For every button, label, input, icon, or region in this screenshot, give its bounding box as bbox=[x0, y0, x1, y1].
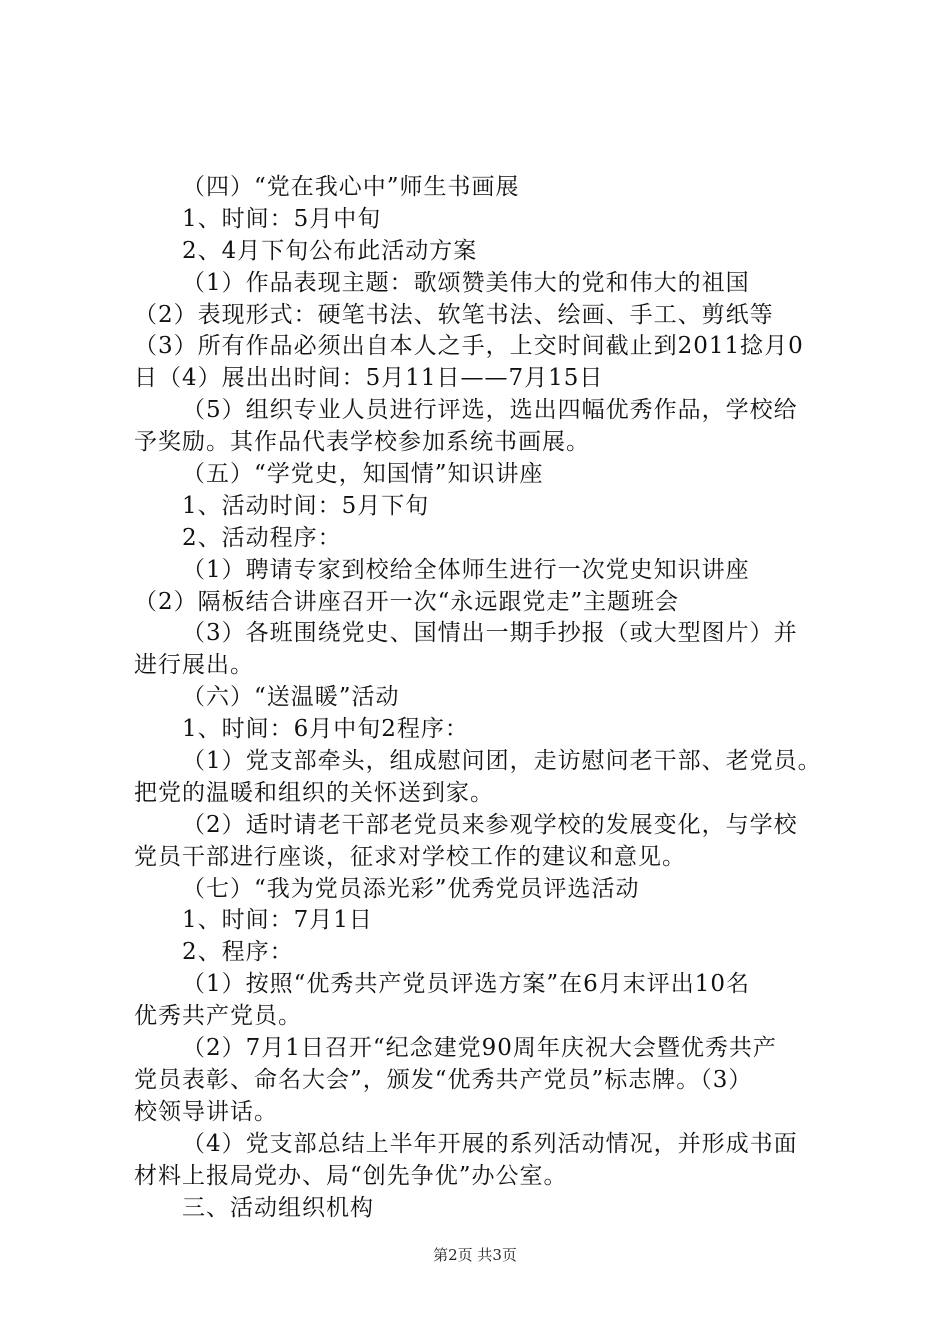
text-line: 2、活动程序： bbox=[182, 524, 342, 551]
text-line: 党员表彰、命名大会”，颁发“优秀共产党员”标志牌。（3） bbox=[134, 1066, 753, 1093]
text-line: （3）所有作品必须出自本人之手，上交时间截止到2011捻月0 bbox=[134, 333, 804, 360]
text-line: （1）聘请专家到校给全体师生进行一次党史知识讲座 bbox=[182, 556, 750, 583]
text-line: （2）7月1日召开“纪念建党90周年庆祝大会暨优秀共产 bbox=[182, 1035, 777, 1062]
text-line: 进行展出。 bbox=[134, 652, 254, 679]
text-line: （1）作品表现主题：歌颂赞美伟大的党和伟大的祖国 bbox=[182, 269, 750, 296]
text-line: 日（4）展出出时间：5月11日——7月15日 bbox=[134, 365, 604, 392]
text-line: （七）“我为党员添光彩”优秀党员评选活动 bbox=[182, 875, 640, 902]
text-line: （1）按照“优秀共产党员评选方案”在6月末评出10名 bbox=[182, 971, 751, 998]
text-line: （3）各班围绕党史、国情出一期手抄报（或大型图片）并 bbox=[182, 620, 798, 647]
text-line: 优秀共产党员。 bbox=[134, 1003, 302, 1030]
text-line: 校领导讲话。 bbox=[134, 1098, 278, 1125]
text-line: （四）“党在我心中”师生书画展 bbox=[182, 174, 520, 200]
text-line: （4）党支部总结上半年开展的系列活动情况，并形成书面 bbox=[182, 1130, 798, 1157]
text-line: （六）“送温暖”活动 bbox=[182, 684, 400, 711]
text-line: 2、程序： bbox=[182, 939, 294, 966]
text-line: 三、活动组织机构 bbox=[182, 1194, 374, 1221]
text-line: 1、时间：6月中旬2程序： bbox=[182, 716, 469, 743]
text-line: 1、时间：7月1日 bbox=[182, 907, 373, 934]
text-line: （2）适时请老干部老党员来参观学校的发展变化，与学校 bbox=[182, 811, 798, 838]
text-line: （5）组织专业人员进行评选，选出四幅优秀作品，学校给 bbox=[182, 397, 798, 424]
text-line: （2）隔板结合讲座召开一次“永远跟党走”主题班会 bbox=[134, 588, 680, 615]
text-line: 1、活动时间：5月下旬 bbox=[182, 492, 430, 519]
text-line: （1）党支部牵头，组成慰问团，走访慰问老干部、老党员。 bbox=[182, 748, 822, 775]
text-line: （五）“学党史，知国情”知识讲座 bbox=[182, 461, 544, 488]
text-line: 把党的温暖和组织的关怀送到家。 bbox=[134, 779, 494, 806]
text-line: 2、4月下旬公布此活动方案 bbox=[182, 237, 478, 264]
text-line: （2）表现形式：硬笔书法、软笔书法、绘画、手工、剪纸等 bbox=[134, 301, 774, 328]
text-line: 予奖励。其作品代表学校参加系统书画展。 bbox=[134, 429, 590, 456]
text-line: 党员干部进行座谈，征求对学校工作的建议和意见。 bbox=[134, 843, 686, 870]
page-footer: 第2页 共3页 bbox=[433, 1246, 517, 1264]
text-line: 材料上报局党办、局“创先争优”办公室。 bbox=[134, 1162, 568, 1189]
text-line: 1、时间：5月中旬 bbox=[182, 205, 382, 232]
document-body bbox=[134, 172, 844, 1224]
